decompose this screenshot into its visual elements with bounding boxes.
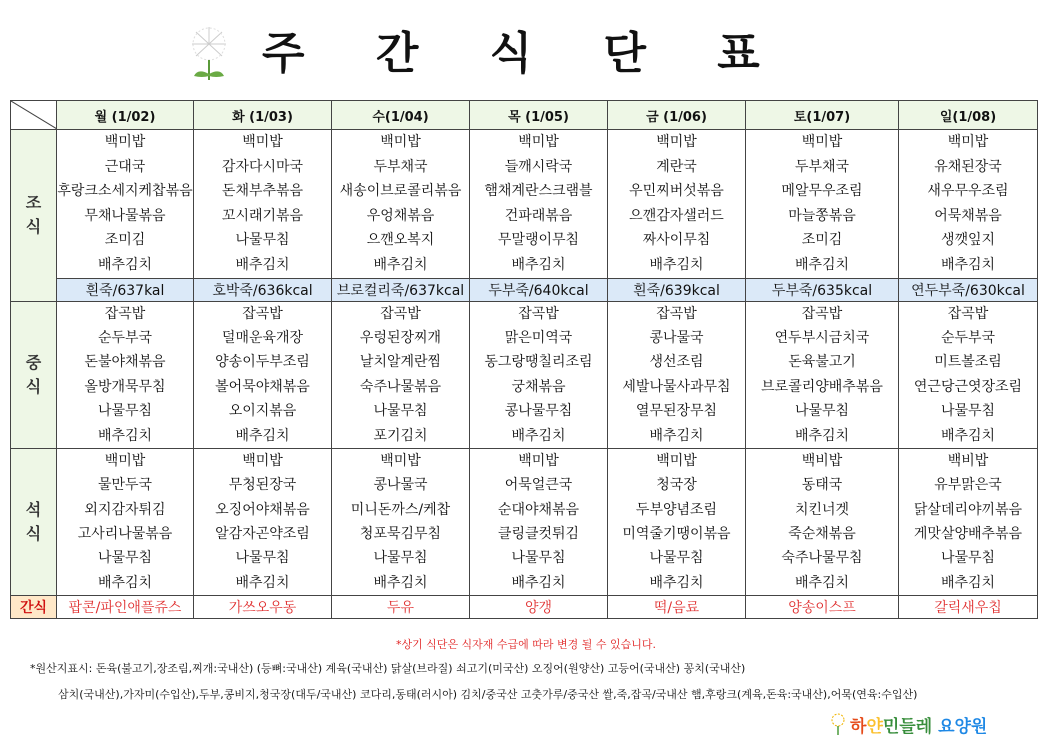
menu-item: 외지감자튀김 xyxy=(84,501,166,518)
menu-item: 으깬오복지 xyxy=(366,232,435,249)
menu-item: 으깬감자샐러드 xyxy=(629,207,724,224)
menu-item: 순대야채볶음 xyxy=(497,501,580,518)
menu-item: 백미밥 xyxy=(947,134,989,150)
porridge-cell: 브로컬리죽/637kcal xyxy=(332,278,470,301)
menu-item: 나물무침 xyxy=(373,403,428,420)
menu-item: 어묵얼큰국 xyxy=(504,477,573,494)
menu-item: 열무된장무침 xyxy=(635,403,718,420)
menu-item: 연두부시금치국 xyxy=(774,329,870,346)
menu-item: 배추김치 xyxy=(235,427,290,444)
menu-item: 유부맑은국 xyxy=(934,477,1002,494)
snack-cell: 팝콘/파인애플쥬스 xyxy=(57,596,194,619)
menu-item: 동그랑땡칠리조림 xyxy=(484,354,593,371)
menu-item: 유채된장국 xyxy=(934,158,1002,175)
menu-item: 배추김치 xyxy=(511,574,566,591)
menu-item: 덜매운육개장 xyxy=(221,329,304,346)
menu-item: 돈불야채볶음 xyxy=(84,354,166,371)
menu-item: 우엉채볶음 xyxy=(366,207,435,224)
day-header: 금 (1/06) xyxy=(608,101,746,130)
menu-item: 조미김 xyxy=(801,232,843,249)
porridge-cell: 두부죽/635kcal xyxy=(746,278,899,301)
menu-item: 조미김 xyxy=(104,232,146,249)
menu-item: 백미밥 xyxy=(242,134,283,150)
title-area xyxy=(0,20,1052,90)
logo-part: 요양원 xyxy=(932,717,988,737)
snack-cell: 갈릭새우칩 xyxy=(899,596,1038,619)
menu-item: 청포묵김무침 xyxy=(359,526,442,543)
menu-item: 오징어야채볶음 xyxy=(215,501,310,518)
menu-item: 잡곡밥 xyxy=(656,305,697,322)
breakfast-cell xyxy=(608,130,746,279)
menu-item: 순두부국 xyxy=(97,329,153,346)
logo-dandelion-icon xyxy=(828,712,848,736)
origin-line-1: *원산지표시: 돈육(불고기,장조림,찌개:국내산) (등뼈:국내산) 계육(국내산) 닭살(브라질) 쇠고기(미국산) 오징어(원양산) 고등어(국내산) 꽁치(국내산) xyxy=(30,662,746,675)
menu-item: 브로콜리양배추볶음 xyxy=(761,378,883,395)
menu-item: 백미밥 xyxy=(104,452,146,469)
menu-item: 백비밥 xyxy=(801,452,843,469)
breakfast-row xyxy=(11,130,1038,279)
diagonal-line-icon xyxy=(11,101,57,129)
menu-item: 생선조림 xyxy=(649,354,704,371)
menu-item: 콩나물무침 xyxy=(504,403,573,420)
menu-item: 나물무침 xyxy=(794,403,850,420)
menu-item: 배추김치 xyxy=(940,256,996,273)
menu-item: 어묵채볶음 xyxy=(934,207,1002,224)
menu-item: 무채나물볶음 xyxy=(84,207,166,224)
porridge-cell: 흰죽/637kal xyxy=(57,278,194,301)
lunch-cell xyxy=(470,301,608,448)
menu-item: 죽순채볶음 xyxy=(788,526,856,543)
lunch-cell xyxy=(332,301,470,448)
breakfast-cell xyxy=(899,130,1038,279)
menu-item: 오이지볶음 xyxy=(228,403,297,420)
menu-item: 순두부국 xyxy=(940,329,996,346)
breakfast-cell xyxy=(746,130,899,279)
snack-label: 간식 xyxy=(11,596,57,619)
logo-part: 민들레 xyxy=(882,717,933,737)
menu-item: 배추김치 xyxy=(649,574,704,591)
menu-item: 무말랭이무침 xyxy=(497,232,580,249)
porridge-row xyxy=(11,278,1038,301)
menu-item: 백비밥 xyxy=(947,452,989,469)
menu-item: 배추김치 xyxy=(97,427,153,444)
page-title: 주 간 식 단 표 xyxy=(262,28,788,79)
menu-item: 날치알계란찜 xyxy=(359,354,442,371)
breakfast-cell xyxy=(470,130,608,279)
menu-item: 포기김치 xyxy=(373,427,428,444)
menu-item: 우렁된장찌개 xyxy=(359,329,442,346)
breakfast-label: 조 식 xyxy=(11,130,57,302)
menu-item: 미니돈까스/케찹 xyxy=(350,501,451,518)
menu-item: 치킨너겟 xyxy=(794,501,850,518)
menu-item: 볼어묵야채볶음 xyxy=(215,378,310,395)
menu-item: 맑은미역국 xyxy=(504,329,573,346)
menu-item: 닭살데리야끼볶음 xyxy=(913,501,1023,518)
snack-row xyxy=(11,596,1038,619)
menu-item: 나물무침 xyxy=(511,550,566,567)
menu-item: 백미밥 xyxy=(801,134,843,150)
menu-item: 배추김치 xyxy=(794,256,850,273)
menu-item: 배추김치 xyxy=(649,427,704,444)
dinner-cell xyxy=(194,448,332,595)
menu-item: 잡곡밥 xyxy=(947,305,989,322)
lunch-cell xyxy=(746,301,899,448)
menu-item: 잡곡밥 xyxy=(242,305,283,322)
menu-item: 새송이브로콜리볶음 xyxy=(339,183,462,200)
snack-cell: 양송이스프 xyxy=(746,596,899,619)
dinner-cell xyxy=(608,448,746,595)
menu-item: 햄채계란스크램블 xyxy=(484,183,593,200)
menu-item: 고사리나물볶음 xyxy=(77,526,173,543)
dinner-cell xyxy=(57,448,194,595)
menu-item: 나물무침 xyxy=(97,550,153,567)
dinner-row xyxy=(11,448,1038,595)
corner-cell xyxy=(11,101,57,130)
menu-item: 배추김치 xyxy=(794,574,850,591)
menu-item: 새우무우조림 xyxy=(927,183,1009,200)
menu-item: 궁채볶음 xyxy=(511,378,566,395)
menu-item: 잡곡밥 xyxy=(518,305,559,322)
menu-item: 백미밥 xyxy=(104,134,146,150)
menu-item: 미트볼조림 xyxy=(934,354,1002,371)
lunch-cell xyxy=(899,301,1038,448)
menu-item: 배추김치 xyxy=(511,256,566,273)
menu-item: 근대국 xyxy=(104,158,146,175)
menu-item: 알감자곤약조림 xyxy=(215,526,310,543)
menu-item: 잡곡밥 xyxy=(801,305,843,322)
menu-item: 배추김치 xyxy=(97,256,153,273)
porridge-cell: 호박죽/636kcal xyxy=(194,278,332,301)
menu-item: 나물무침 xyxy=(235,232,290,249)
menu-item: 두부채국 xyxy=(794,158,850,175)
breakfast-cell xyxy=(57,130,194,279)
menu-item: 잡곡밥 xyxy=(380,305,421,322)
menu-item: 배추김치 xyxy=(649,256,704,273)
menu-item: 돈채부추볶음 xyxy=(221,183,304,200)
breakfast-cell xyxy=(332,130,470,279)
menu-item: 백미밥 xyxy=(518,452,559,469)
menu-item: 올방개묵무침 xyxy=(84,378,166,395)
notice-text: *상기 식단은 식자재 수급에 따라 변경 될 수 있습니다. xyxy=(395,638,657,651)
menu-item: 꼬시래기볶음 xyxy=(221,207,304,224)
menu-item: 후랑크소세지케찹볶음 xyxy=(57,183,193,200)
menu-item: 클링클컷튀김 xyxy=(497,526,580,543)
menu-item: 두부채국 xyxy=(373,158,428,175)
snack-cell: 양갱 xyxy=(470,596,608,619)
menu-item: 백미밥 xyxy=(656,452,697,469)
snack-cell: 떡/음료 xyxy=(608,596,746,619)
menu-item: 배추김치 xyxy=(235,574,290,591)
logo-text xyxy=(850,712,987,737)
menu-item: 들깨시락국 xyxy=(504,158,573,175)
menu-item: 백미밥 xyxy=(518,134,559,150)
menu-item: 돈육불고기 xyxy=(788,354,856,371)
menu-item: 미역줄기땡이볶음 xyxy=(622,526,731,543)
menu-item: 청국장 xyxy=(656,477,697,494)
dinner-label: 석 식 xyxy=(11,448,57,595)
menu-item: 배추김치 xyxy=(794,427,850,444)
menu-item: 두부양념조림 xyxy=(635,501,718,518)
menu-item: 마늘쫑볶음 xyxy=(788,207,856,224)
menu-item: 연근당근엿장조림 xyxy=(913,378,1023,395)
day-header: 수(1/04) xyxy=(332,101,470,130)
menu-item: 나물무침 xyxy=(649,550,704,567)
menu-item: 백미밥 xyxy=(656,134,697,150)
menu-item: 백미밥 xyxy=(380,134,421,150)
menu-item: 무청된장국 xyxy=(228,477,297,494)
porridge-cell: 두부죽/640kcal xyxy=(470,278,608,301)
menu-item: 물만두국 xyxy=(97,477,153,494)
menu-item: 동태국 xyxy=(801,477,843,494)
menu-item: 메알무우조림 xyxy=(781,183,863,200)
menu-item: 나물무침 xyxy=(373,550,428,567)
menu-item: 나물무침 xyxy=(940,403,996,420)
menu-item: 잡곡밥 xyxy=(104,305,146,322)
menu-item: 숙주나물볶음 xyxy=(359,378,442,395)
lunch-cell xyxy=(608,301,746,448)
day-header: 화 (1/03) xyxy=(194,101,332,130)
menu-item: 백미밥 xyxy=(380,452,421,469)
menu-item: 양송이두부조림 xyxy=(215,354,310,371)
menu-item: 우민찌버섯볶음 xyxy=(629,183,724,200)
menu-item: 배추김치 xyxy=(511,427,566,444)
dandelion-icon xyxy=(186,24,232,86)
menu-item: 건파래볶음 xyxy=(504,207,573,224)
menu-item: 배추김치 xyxy=(97,574,153,591)
lunch-row xyxy=(11,301,1038,448)
breakfast-cell xyxy=(194,130,332,279)
day-header: 토(1/07) xyxy=(746,101,899,130)
day-header: 일(1/08) xyxy=(899,101,1038,130)
header-row xyxy=(11,101,1038,130)
menu-item: 나물무침 xyxy=(97,403,153,420)
porridge-cell: 연두부죽/630kcal xyxy=(899,278,1038,301)
lunch-label: 중 식 xyxy=(11,301,57,448)
origin-line-2: 삼치(국내산),가자미(수입산),두부,콩비지,청국장(대두/국내산) 코다리,동태(러시아) 김치/중국산 고춧가루/중국산 쌀,죽,잡곡/국내산 햄,후랑크(계육,돈육:국내산),어묵(연육:수입산) xyxy=(58,688,918,701)
menu-item: 나물무침 xyxy=(940,550,996,567)
menu-item: 나물무침 xyxy=(235,550,290,567)
menu-item: 짜사이무침 xyxy=(642,232,711,249)
lunch-cell xyxy=(194,301,332,448)
day-header: 월 (1/02) xyxy=(57,101,194,130)
menu-item: 게맛살양배추볶음 xyxy=(913,526,1023,543)
day-header: 목 (1/05) xyxy=(470,101,608,130)
menu-item: 배추김치 xyxy=(373,256,428,273)
porridge-cell: 흰죽/639kcal xyxy=(608,278,746,301)
dinner-cell xyxy=(746,448,899,595)
menu-item: 배추김치 xyxy=(373,574,428,591)
menu-item: 콩나물국 xyxy=(373,477,428,494)
snack-cell: 가쓰오우동 xyxy=(194,596,332,619)
logo-part: 얀 xyxy=(866,717,883,737)
menu-item: 숙주나물무침 xyxy=(781,550,863,567)
menu-item: 배추김치 xyxy=(940,574,996,591)
menu-item: 배추김치 xyxy=(940,427,996,444)
logo-part: 하 xyxy=(850,717,867,737)
menu-item: 배추김치 xyxy=(235,256,290,273)
menu-item: 백미밥 xyxy=(242,452,283,469)
menu-item: 콩나물국 xyxy=(649,329,704,346)
lunch-cell xyxy=(57,301,194,448)
menu-item: 세발나물사과무침 xyxy=(622,378,731,395)
dinner-cell xyxy=(332,448,470,595)
snack-cell: 두유 xyxy=(332,596,470,619)
dinner-cell xyxy=(470,448,608,595)
dinner-cell xyxy=(899,448,1038,595)
menu-item: 계란국 xyxy=(656,158,697,175)
menu-item: 감자다시마국 xyxy=(221,158,304,175)
weekly-menu-table xyxy=(10,100,1038,619)
menu-item: 생깻잎지 xyxy=(940,232,996,249)
